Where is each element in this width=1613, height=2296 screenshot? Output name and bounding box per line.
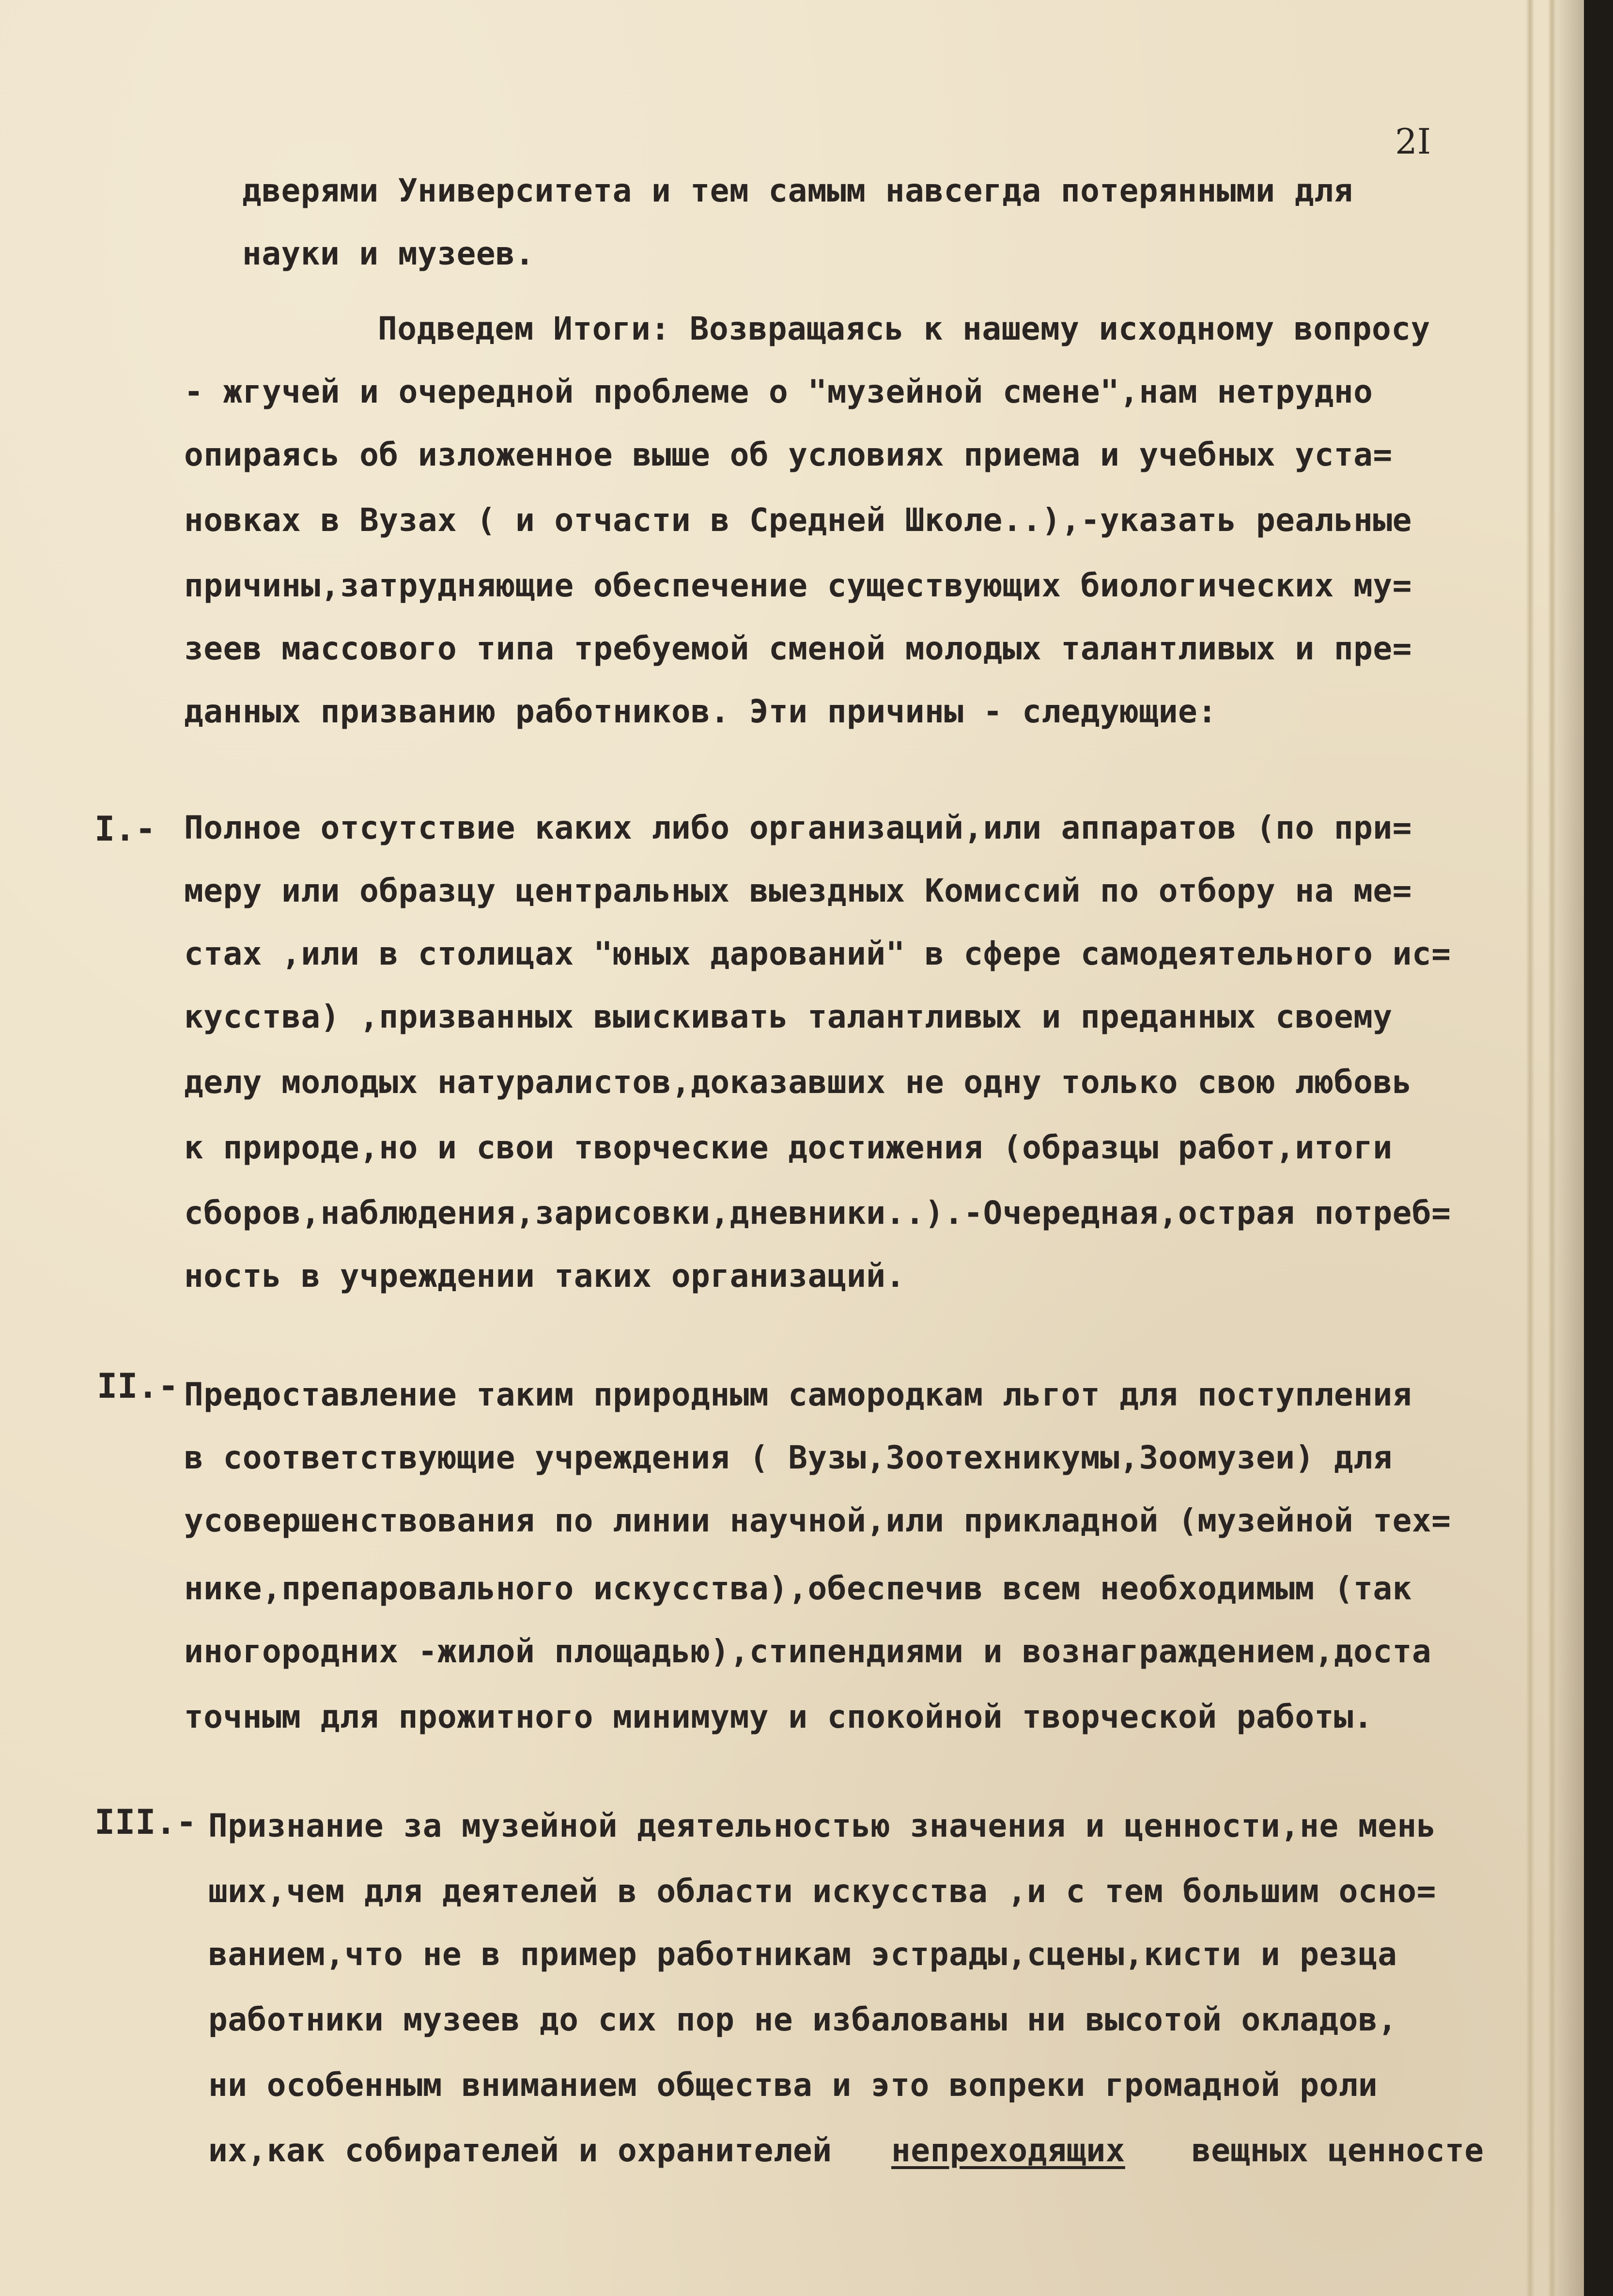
page-number: 2I bbox=[1395, 121, 1431, 162]
text-line: в соответствующие учреждения ( Вузы,Зоотехникумы,Зоомузеи) для bbox=[184, 1439, 1393, 1476]
text-line: - жгучей и очередной проблеме о "музейной смене",нам нетрудно bbox=[184, 373, 1373, 410]
text-line: опираясь об изложенное выше об условиях приема и учебных уста= bbox=[184, 436, 1393, 473]
text-line: иногородних -жилой площадью),стипендиями и вознаграждением,доста bbox=[184, 1633, 1432, 1670]
text-line: делу молодых натуралистов,доказавших не одну только свою любовь bbox=[184, 1063, 1412, 1101]
text-line: зеев массового типа требуемой сменой молодых талантливых и пре= bbox=[184, 630, 1412, 667]
text-line: ни особенным вниманием общества и это вопреки громадной роли bbox=[208, 2066, 1378, 2104]
list-marker: II.- bbox=[97, 1366, 179, 1406]
text-line: сборов,наблюдения,зарисовки,дневники..).-Очередная,острая потреб= bbox=[184, 1194, 1451, 1232]
text-line: науки и музеев. bbox=[242, 235, 535, 272]
text-line: новках в Вузах ( и отчасти в Средней Школе..),-указать реальные bbox=[184, 501, 1412, 539]
text-line: к природе,но и свои творческие достижения (образцы работ,итоги bbox=[184, 1129, 1393, 1166]
list-marker: I.- bbox=[94, 809, 156, 849]
text-line: точным для прожитного минимуму и спокойной творческой работы. bbox=[184, 1698, 1373, 1735]
text-line: кусства) ,призванных выискивать талантливых и преданных своему bbox=[184, 998, 1393, 1035]
text-line: усовершенствования по линии научной,или прикладной (музейной тех= bbox=[184, 1502, 1451, 1539]
page-edge-shadow bbox=[1550, 0, 1584, 2296]
text-line: ших,чем для деятелей в области искусства ,и с тем большим осно= bbox=[208, 1873, 1436, 1910]
text-line: дверями Университета и тем самым навсегда потерянными для bbox=[242, 172, 1353, 209]
text-line: причины,затрудняющие обеспечение существующих биологических му= bbox=[184, 567, 1412, 604]
underlined-word: непреходящих bbox=[891, 2132, 1125, 2169]
text-line: ность в учреждении таких организаций. bbox=[184, 1257, 905, 1295]
text-line: Предоставление таким природным самородкам льгот для поступления bbox=[184, 1376, 1412, 1413]
text-line: Полное отсутствие каких либо организаций,или аппаратов (по при= bbox=[184, 809, 1412, 846]
text-line: стах ,или в столицах "юных дарований" в сфере самодеятельного ис= bbox=[184, 935, 1451, 972]
text-line: меру или образцу центральных выездных Комиссий по отбору на ме= bbox=[184, 872, 1412, 909]
text-line: работники музеев до сих пор не избалованы ни высотой окладов, bbox=[208, 2001, 1397, 2038]
text-line: данных призванию работников. Эти причины - следующие: bbox=[184, 693, 1217, 730]
text-line: Подведем Итоги: Возвращаясь к нашему исходному вопросу bbox=[378, 310, 1430, 347]
text-line: вещных ценносте bbox=[1192, 2132, 1484, 2169]
text-line: нике,препаровального искусства),обеспечив всем необходимым (так bbox=[184, 1570, 1412, 1607]
text-line: их,как собирателей и охранителей bbox=[208, 2132, 832, 2169]
text-line: Признание за музейной деятельностью значения и ценности,не мень bbox=[208, 1807, 1436, 1844]
list-marker: III.- bbox=[94, 1802, 197, 1842]
text-line: ванием,что не в пример работникам эстрады,сцены,кисти и резца bbox=[208, 1936, 1397, 1973]
paper-crease bbox=[1526, 0, 1535, 2296]
